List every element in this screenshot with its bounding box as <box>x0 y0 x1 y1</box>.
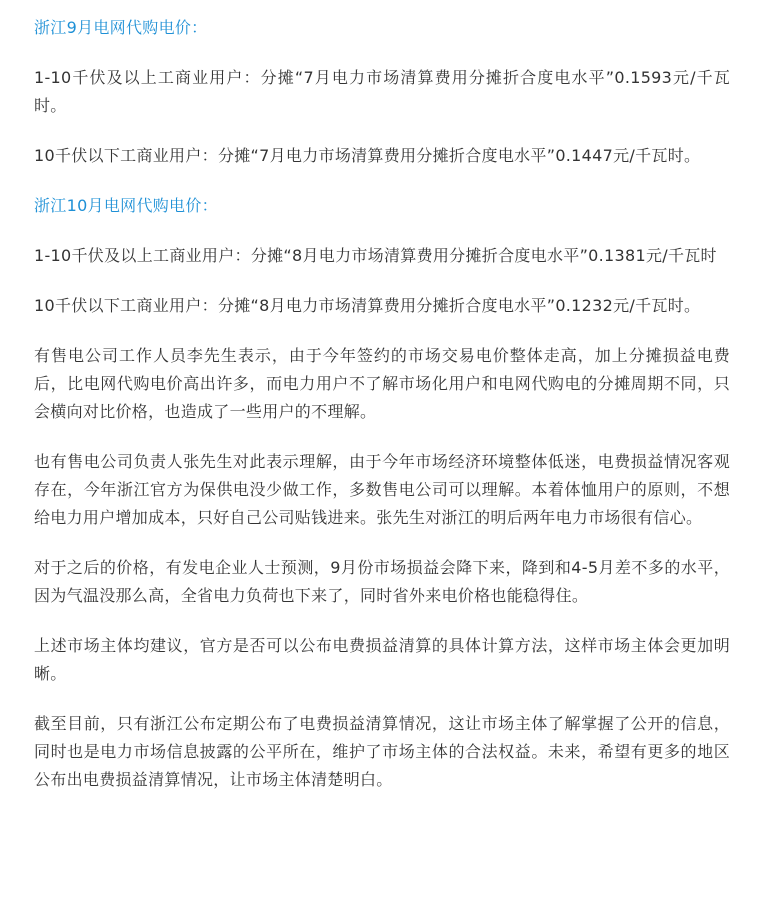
paragraph-oct-small-users: 10千伏以下工商业用户：分摊“8月电力市场清算费用分摊折合度电水平”0.1232元/千瓦时。 <box>34 296 701 315</box>
paragraph-oct-large-users: 1-10千伏及以上工商业用户：分摊“8月电力市场清算费用分摊折合度电水平”0.1381元/千瓦时 <box>34 246 717 265</box>
paragraph-mr-li: 有售电公司工作人员李先生表示，由于今年签约的市场交易电价整体走高，加上分摊损益电费后，比电网代购电价高出许多，而电力用户不了解市场化用户和电网代购电的分摊周期不同，只会横向对比价格，也造成了一些用户的不理解。 <box>34 346 730 421</box>
paragraph-sep-small-users: 10千伏以下工商业用户：分摊“7月电力市场清算费用分摊折合度电水平”0.1447元/千瓦时。 <box>34 146 701 165</box>
section-heading-october: 浙江10月电网代购电价： <box>34 196 218 215</box>
paragraph-suggestion: 上述市场主体均建议，官方是否可以公布电费损益清算的具体计算方法，这样市场主体会更加明晰。 <box>34 636 730 683</box>
section-heading-september: 浙江9月电网代购电价： <box>34 18 208 37</box>
paragraph-conclusion: 截至目前，只有浙江公布定期公布了电费损益清算情况，这让市场主体了解掌握了公开的信息，同时也是电力市场信息披露的公平所在，维护了市场主体的合法权益。未来，希望有更多的地区公布出电费损益清算情况，让市场主体清楚明白。 <box>34 714 730 789</box>
paragraph-sep-large-users: 1-10千伏及以上工商业用户：分摊“7月电力市场清算费用分摊折合度电水平”0.1593元/千瓦时。 <box>34 68 730 115</box>
paragraph-forecast: 对于之后的价格，有发电企业人士预测，9月份市场损益会降下来，降到和4-5月差不多的水平，因为气温没那么高，全省电力负荷也下来了，同时省外来电价格也能稳得住。 <box>34 558 730 605</box>
paragraph-mr-zhang: 也有售电公司负责人张先生对此表示理解，由于今年市场经济环境整体低迷，电费损益情况客观存在，今年浙江官方为保供电没少做工作，多数售电公司可以理解。本着体恤用户的原则，不想给电力用户增加成本，只好自己公司贴钱进来。张先生对浙江的明后两年电力市场很有信心。 <box>34 452 730 527</box>
